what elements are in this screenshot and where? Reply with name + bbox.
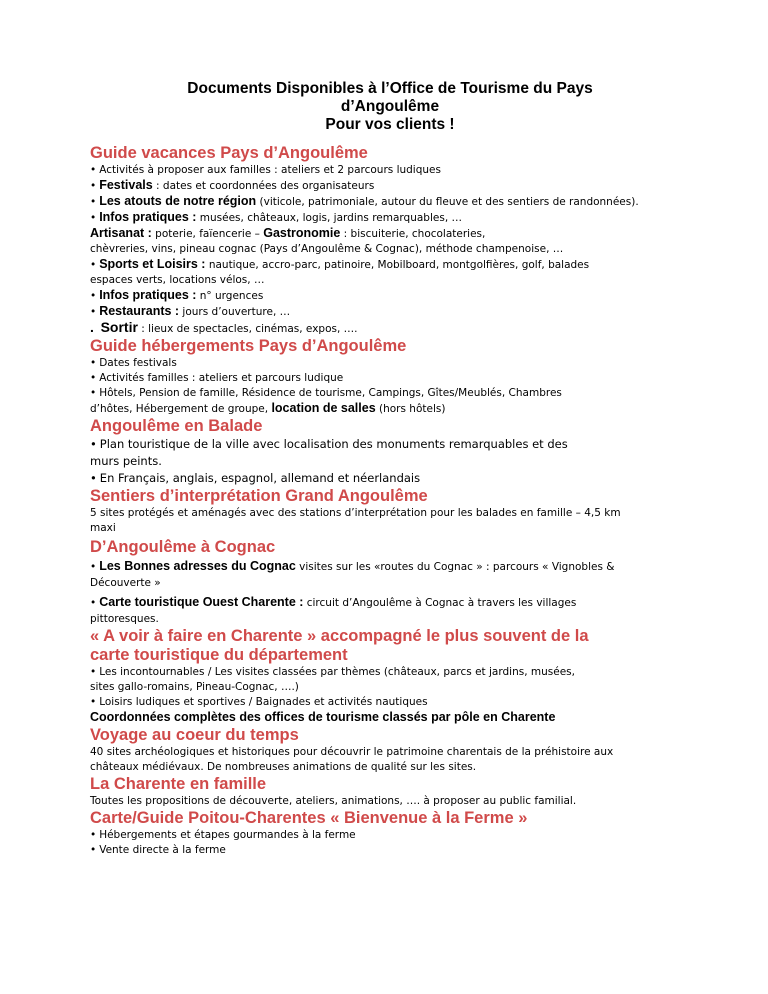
item-text: : dates et coordonnées des organisateurs [152,180,375,192]
text-line [90,710,690,726]
list-item [90,828,690,843]
list-item [90,320,690,337]
item-text: : lieux de spectacles, cinémas, expos, …. [137,323,358,335]
list-item [90,593,690,612]
item-text: Hébergements et étapes gourmandes à la ferme [99,829,356,841]
item-text: d’hôtes, Hébergement de groupe, [90,403,272,415]
item-text: circuit d’Angoulême à Cognac à travers les villages [303,597,577,609]
item-bold: Infos pratiques : [99,210,197,224]
section-sentiers [90,487,690,536]
section-heading: Guide hébergements Pays d’Angoulême [90,337,407,355]
item-text: jours d’ouverture, … [179,306,291,318]
text-line [90,226,690,242]
item-text: Plan touristique de la ville avec localisation des monuments remarquables et des [99,437,568,451]
item-text: Hôtels, Pension de famille, Résidence de tourisme, Campings, Gîtes/Meublés, Chambres [99,387,562,399]
section-guide-vacances [90,144,690,337]
list-item [90,843,690,858]
title-line-3: Pour vos clients ! [325,116,455,133]
section-charente-famille [90,775,690,809]
section-heading: Sentiers d’interprétation Grand Angoulême [90,487,428,505]
list-item [90,356,690,371]
item-text: En Français, anglais, espagnol, allemand et néerlandais [99,471,421,485]
item-text: (hors hôtels) [375,403,446,415]
section-angouleme-balade [90,417,690,487]
item-text: Vente directe à la ferme [99,844,226,856]
section-heading: Carte/Guide Poitou-Charentes « Bienvenue à la Ferme » [90,809,528,827]
text-line: pittoresques. [90,613,159,625]
item-bold: location de salles [271,401,376,415]
section-guide-hebergements [90,337,690,417]
item-bold: Restaurants : [99,304,180,318]
item-text: n° urgences [196,290,264,302]
item-text: Activités à proposer aux familles : ateliers et 2 parcours ludiques [99,164,441,176]
section-heading: Angoulême en Balade [90,417,263,435]
item-text: Dates festivals [99,357,177,369]
text-line: Découverte » [90,577,161,589]
item-text: poterie, faïencerie – [151,228,264,240]
item-dot: . [90,319,94,335]
item-text: nautique, accro-parc, patinoire, Mobilboard, montgolfières, golf, balades [205,259,590,271]
item-bold: Carte touristique Ouest Charente : [99,595,304,609]
item-bold: Gastronomie [263,226,341,240]
item-text: : biscuiterie, chocolateries, [340,228,486,240]
list-item [90,210,690,226]
list-item [90,304,690,320]
list-item [90,288,690,304]
text-line [90,401,690,417]
section-voyage-temps [90,726,690,775]
section-a-voir [90,627,690,726]
item-text: musées, châteaux, logis, jardins remarquables, … [196,212,462,224]
item-text: Loisirs ludiques et sportives / Baignades et activités nautiques [99,696,428,708]
item-bold: Les Bonnes adresses du Cognac [99,559,296,573]
text-line: châteaux médiévaux. De nombreuses animations de qualité sur les sites. [90,761,477,773]
list-item [90,178,690,194]
text-line: 5 sites protégés et aménagés avec des stations d’interprétation pour les balades en famille – 4,5 km [90,507,621,519]
list-item [90,695,690,710]
list-item [90,257,690,273]
item-bold: Les atouts de notre région [99,194,257,208]
item-bold: Sortir [100,319,138,335]
document-page [90,80,690,858]
item-bold: Sports et Loisirs : [99,257,206,271]
list-item [90,163,690,178]
item-bold: Coordonnées complètes des offices de tourisme classés par pôle en Charente [90,710,556,724]
item-text: Activités familles : ateliers et parcours ludique [99,372,344,384]
item-bold: Infos pratiques : [99,288,197,302]
document-title [90,80,690,134]
section-heading: Guide vacances Pays d’Angoulême [90,144,368,162]
list-item [90,194,690,210]
text-line: sites gallo-romains, Pineau-Cognac, ….) [90,681,299,693]
item-bold: Festivals [99,178,153,192]
section-heading: D’Angoulême à Cognac [90,538,276,556]
text-line: espaces verts, locations vélos, … [90,274,265,286]
text-line: murs peints. [90,454,162,468]
text-line: chèvreries, vins, pineau cognac (Pays d’Angoulême & Cognac), méthode champenoise, … [90,243,564,255]
section-heading-2: carte touristique du département [90,646,348,664]
section-angouleme-cognac [90,538,690,627]
item-bold: Artisanat : [90,226,152,240]
list-item [90,557,690,576]
item-text: Les incontournables / Les visites classées par thèmes (châteaux, parcs et jardins, musées, [99,666,575,678]
list-item [90,436,690,453]
section-heading-1: « A voir à faire en Charente » accompagné le plus souvent de la [90,627,589,645]
section-heading: La Charente en famille [90,775,267,793]
list-item [90,386,690,401]
text-line: 40 sites archéologiques et historiques pour découvrir le patrimoine charentais de la préhistoire aux [90,746,614,758]
item-text: visites sur les «routes du Cognac » : parcours « Vignobles & [295,561,615,573]
title-line-1: Documents Disponibles à l’Office de Tourisme du Pays [187,80,593,97]
list-item [90,665,690,680]
section-bienvenue-ferme [90,809,690,858]
text-line: maxi [90,522,116,534]
title-line-2: d’Angoulême [340,98,440,115]
section-heading: Voyage au coeur du temps [90,726,299,744]
list-item [90,470,690,487]
list-item [90,371,690,386]
text-line: Toutes les propositions de découverte, ateliers, animations, …. à proposer au public familial. [90,795,577,807]
item-text: (viticole, patrimoniale, autour du fleuve et des sentiers de randonnées). [256,196,639,208]
